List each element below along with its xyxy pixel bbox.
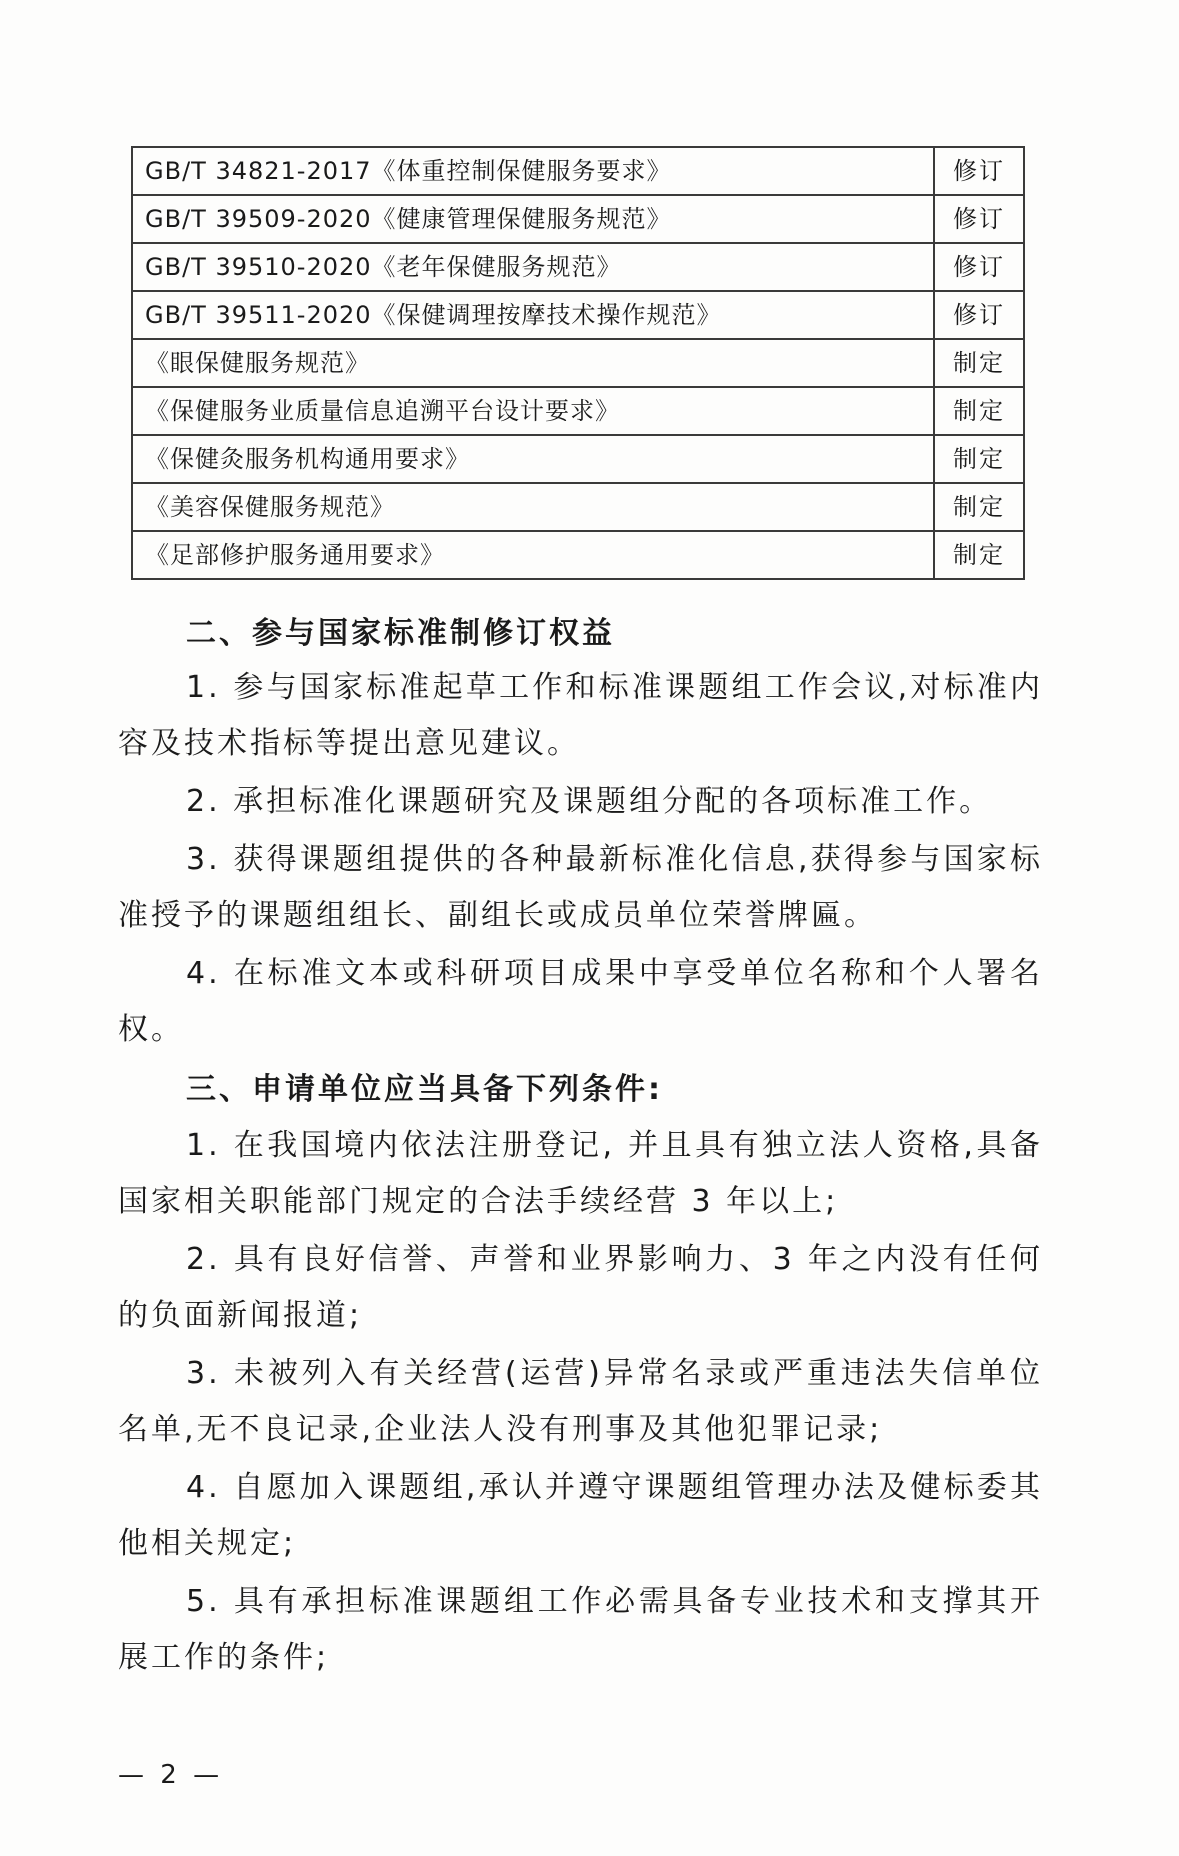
standard-name: 《足部修护服务通用要求》 xyxy=(132,531,934,579)
standard-type: 制定 xyxy=(934,387,1024,435)
rights-item-1: 1. 参与国家标准起草工作和标准课题组工作会议,对标准内容及技术指标等提出意见建议。 xyxy=(118,670,1043,761)
standard-type: 制定 xyxy=(934,483,1024,531)
section-heading-conditions: 三、申请单位应当具备下列条件: xyxy=(186,1072,663,1107)
condition-item-1: 1. 在我国境内依法注册登记, 并且具有独立法人资格,具备国家相关职能部门规定的合法手续经营 3 年以上; xyxy=(118,1128,1043,1219)
table-row xyxy=(132,339,1024,387)
standard-name: 《美容保健服务规范》 xyxy=(132,483,934,531)
standard-type: 制定 xyxy=(934,435,1024,483)
standard-type: 修订 xyxy=(934,195,1024,243)
table-row xyxy=(132,147,1024,195)
standard-type: 制定 xyxy=(934,339,1024,387)
table-row xyxy=(132,531,1024,579)
section-heading-rights: 二、参与国家标准制修订权益 xyxy=(186,616,615,651)
table-row xyxy=(132,291,1024,339)
standard-name: 《保健服务业质量信息追溯平台设计要求》 xyxy=(132,387,934,435)
standard-name: GB/T 39510-2020《老年保健服务规范》 xyxy=(132,243,934,291)
table-row xyxy=(132,435,1024,483)
standard-type: 修订 xyxy=(934,147,1024,195)
condition-item-2: 2. 具有良好信誉、声誉和业界影响力、3 年之内没有任何的负面新闻报道; xyxy=(118,1242,1043,1333)
table-row xyxy=(132,195,1024,243)
rights-item-2: 2. 承担标准化课题研究及课题组分配的各项标准工作。 xyxy=(186,784,993,819)
standard-name: 《保健灸服务机构通用要求》 xyxy=(132,435,934,483)
table-row xyxy=(132,483,1024,531)
standard-type: 修订 xyxy=(934,291,1024,339)
condition-item-5: 5. 具有承担标准课题组工作必需具备专业技术和支撑其开展工作的条件; xyxy=(118,1584,1043,1675)
standard-type: 制定 xyxy=(934,531,1024,579)
standards-table xyxy=(131,146,1025,580)
condition-item-4: 4. 自愿加入课题组,承认并遵守课题组管理办法及健标委其他相关规定; xyxy=(118,1470,1043,1561)
standard-name: GB/T 39509-2020《健康管理保健服务规范》 xyxy=(132,195,934,243)
standard-name: 《眼保健服务规范》 xyxy=(132,339,934,387)
table-row xyxy=(132,243,1024,291)
standard-name: GB/T 34821-2017《体重控制保健服务要求》 xyxy=(132,147,934,195)
standard-type: 修订 xyxy=(934,243,1024,291)
rights-item-4: 4. 在标准文本或科研项目成果中享受单位名称和个人署名权。 xyxy=(118,956,1043,1047)
condition-item-3: 3. 未被列入有关经营(运营)异常名录或严重违法失信单位名单,无不良记录,企业法人没有刑事及其他犯罪记录; xyxy=(118,1356,1043,1447)
table-row xyxy=(132,387,1024,435)
rights-item-3: 3. 获得课题组提供的各种最新标准化信息,获得参与国家标准授予的课题组组长、副组长或成员单位荣誉牌匾。 xyxy=(118,842,1043,933)
standard-name: GB/T 39511-2020《保健调理按摩技术操作规范》 xyxy=(132,291,934,339)
page-number: — 2 — xyxy=(118,1760,224,1790)
